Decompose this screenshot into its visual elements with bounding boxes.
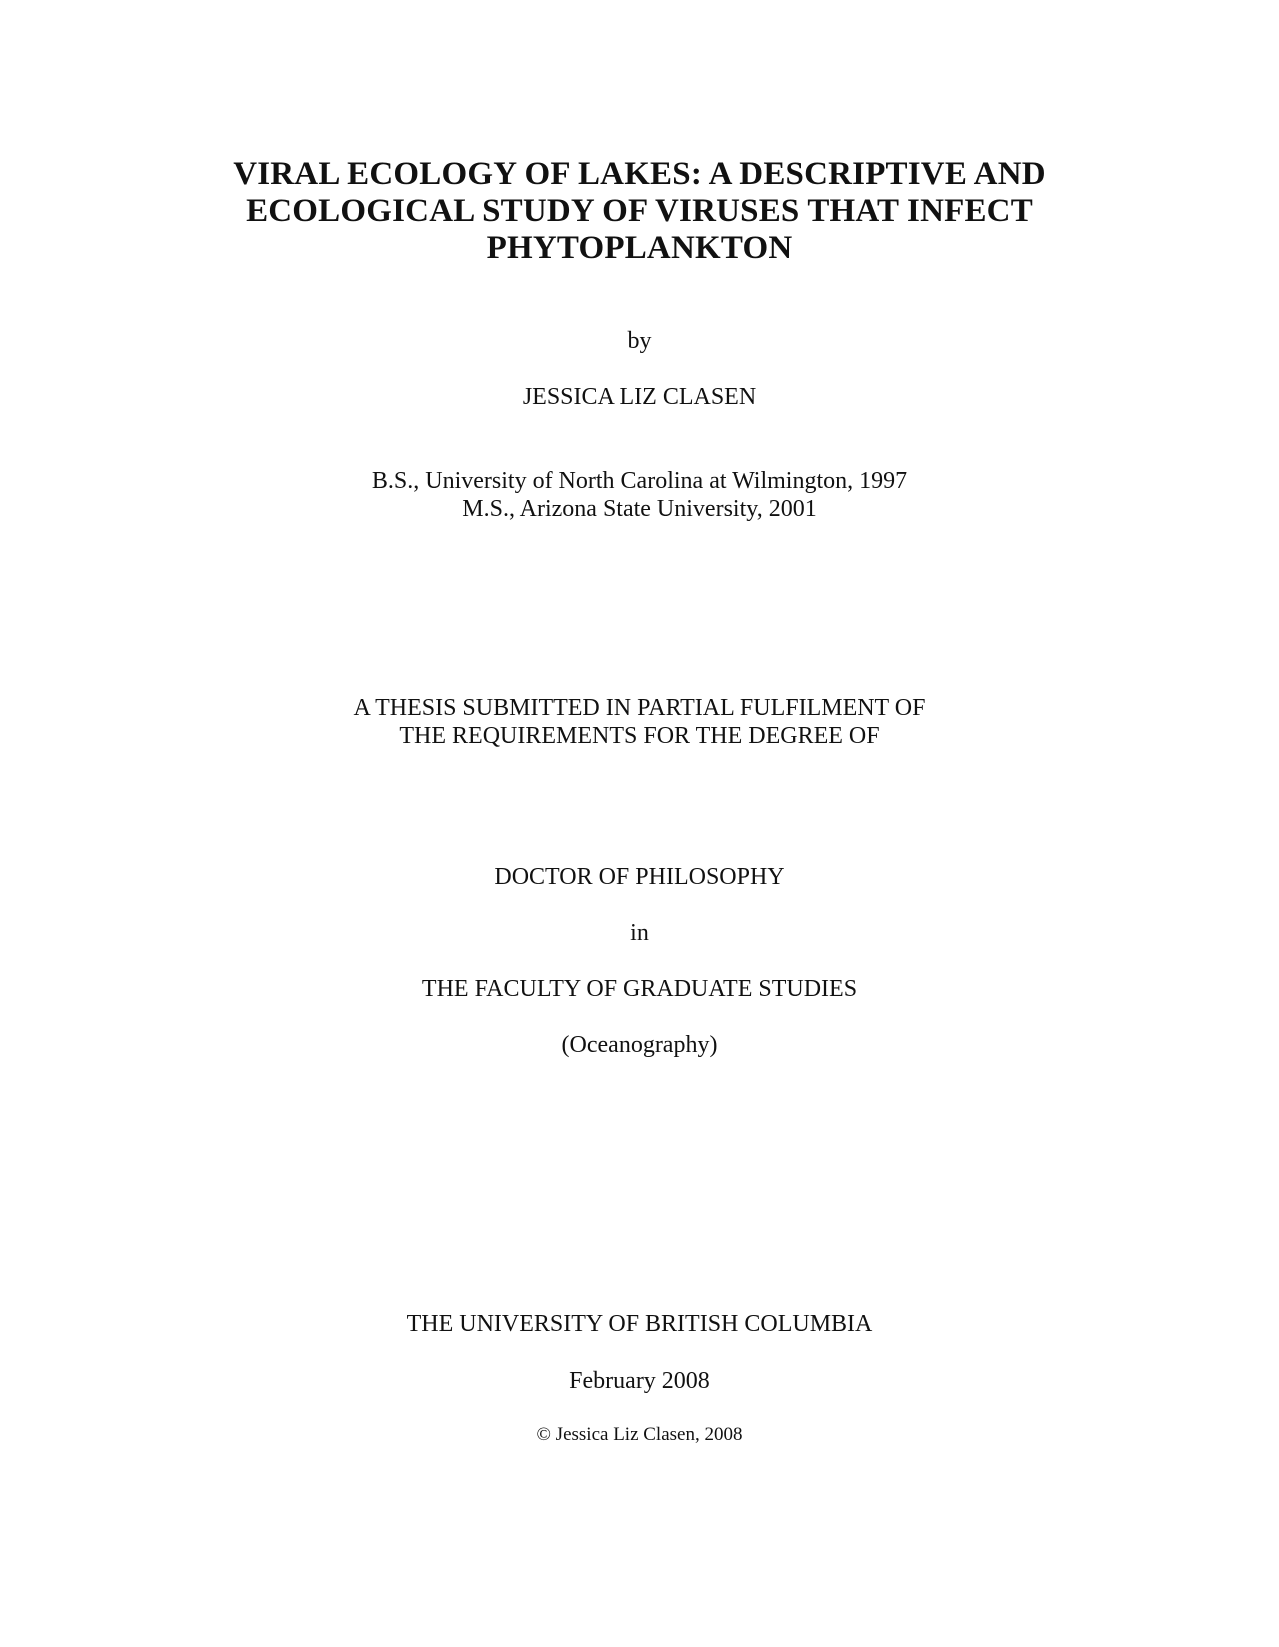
copyright-notice: © Jessica Liz Clasen, 2008 [536, 1424, 743, 1445]
faculty-name: THE FACULTY OF GRADUATE STUDIES [421, 976, 858, 1002]
thesis-title-line-2: ECOLOGICAL STUDY OF VIRUSES THAT INFECT [246, 193, 1033, 229]
by-label: by [627, 328, 652, 354]
degree-bs: B.S., University of North Carolina at Wilmington, 1997 [371, 468, 908, 494]
degree-ms: M.S., Arizona State University, 2001 [462, 496, 817, 522]
department-name: (Oceanography) [561, 1032, 718, 1058]
submission-statement-line-1: A THESIS SUBMITTED IN PARTIAL FULFILMENT OF [353, 695, 926, 721]
university-name: THE UNIVERSITY OF BRITISH COLUMBIA [406, 1311, 873, 1337]
submission-date: February 2008 [569, 1368, 710, 1394]
degree-name: DOCTOR OF PHILOSOPHY [494, 864, 785, 890]
author-name: JESSICA LIZ CLASEN [522, 384, 757, 410]
in-label: in [630, 920, 649, 946]
submission-statement-line-2: THE REQUIREMENTS FOR THE DEGREE OF [399, 723, 880, 749]
thesis-title-line-3: PHYTOPLANKTON [486, 230, 793, 266]
thesis-title-line-1: VIRAL ECOLOGY OF LAKES: A DESCRIPTIVE AND [233, 156, 1046, 192]
